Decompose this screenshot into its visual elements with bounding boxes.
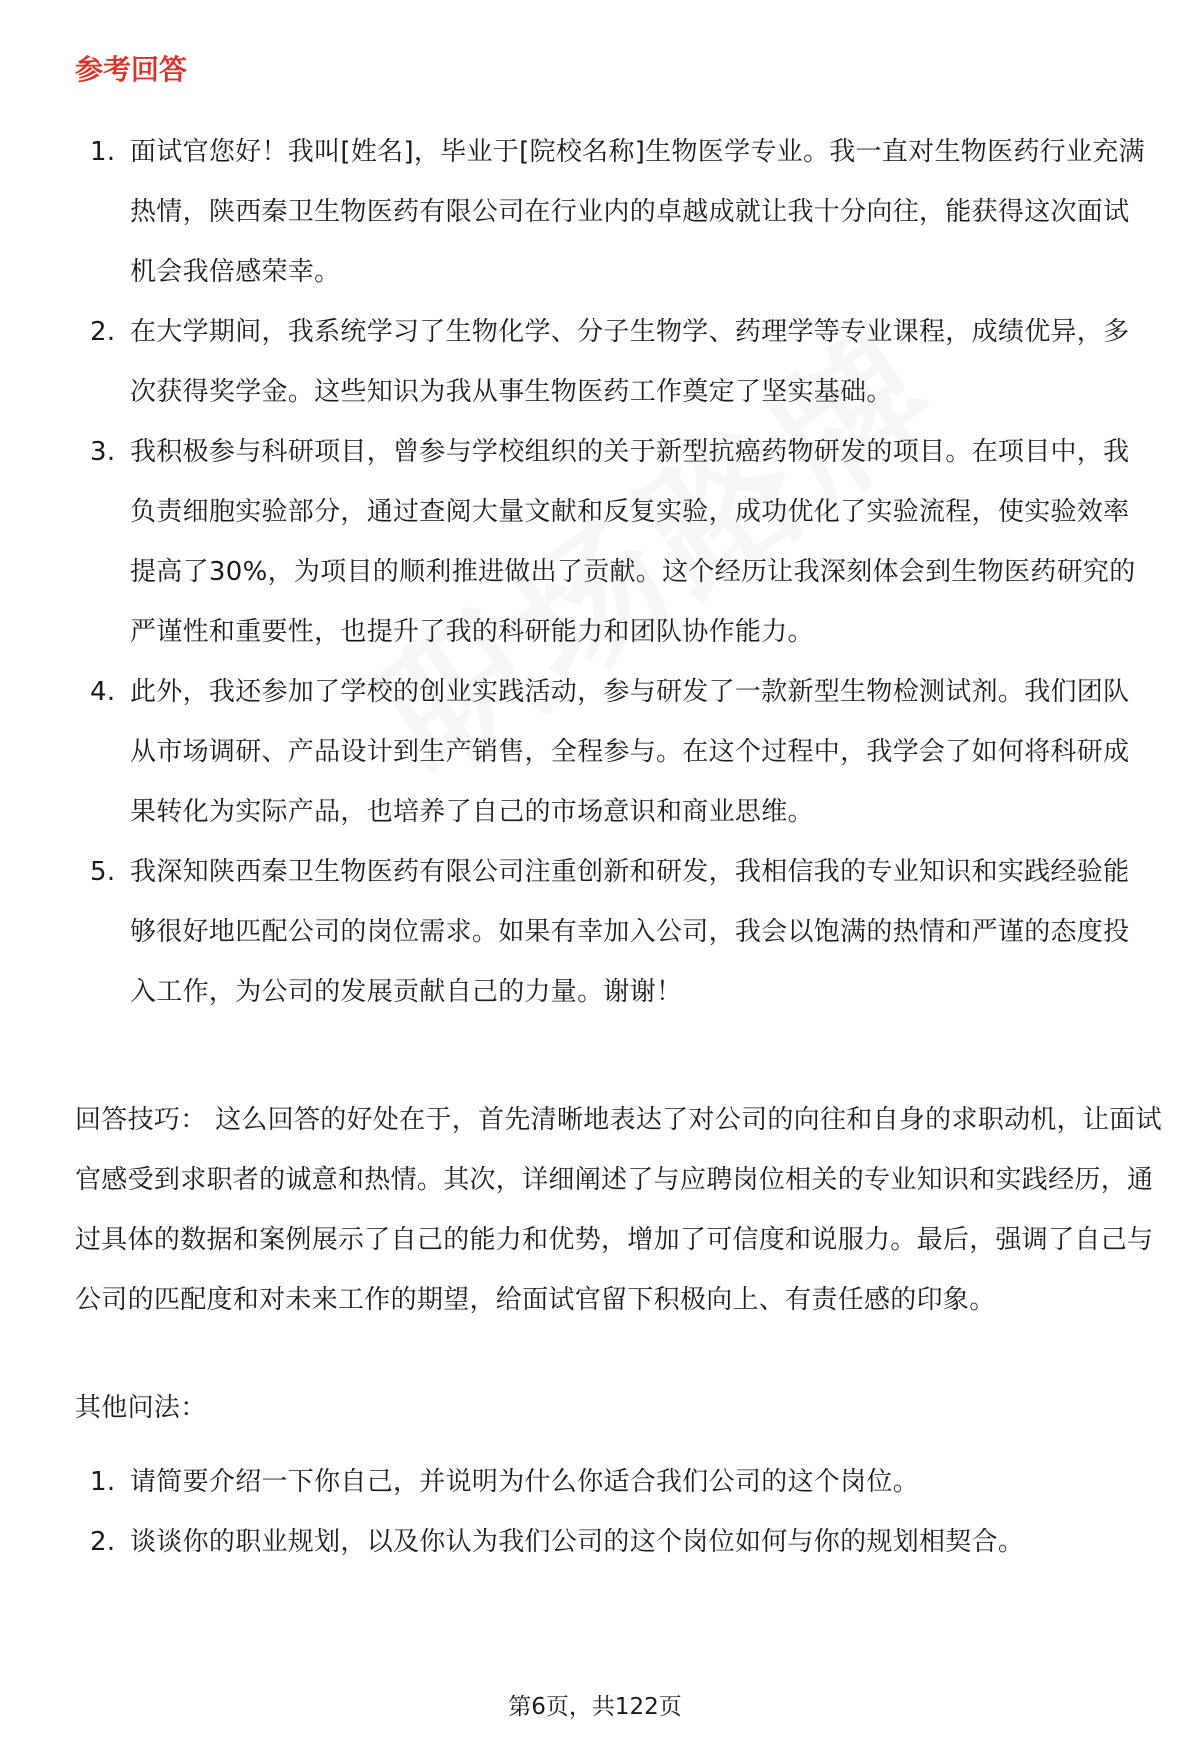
list-number: 1. bbox=[90, 137, 116, 167]
other-questions-heading: 其他问法： bbox=[75, 1393, 207, 1423]
list-item bbox=[75, 1452, 1155, 1512]
list-item bbox=[75, 302, 1155, 422]
list-item-text: 此外，我还参加了学校的创业实践活动，参与研发了一款新型生物检测试剂。我们团队从市场调研、产品设计到生产销售，全程参与。在这个过程中，我学会了如何将科研成果转化为实际产品，也培养了自己的市场意识和商业思维。 bbox=[130, 677, 1130, 827]
list-number: 2. bbox=[90, 317, 116, 347]
list-item-text: 我深知陕西秦卫生物医药有限公司注重创新和研发，我相信我的专业知识和实践经验能够很好地匹配公司的岗位需求。如果有幸加入公司，我会以饱满的热情和严谨的态度投入工作，为公司的发展贡献自己的力量。谢谢！ bbox=[130, 857, 1130, 1007]
list-number: 1. bbox=[90, 1467, 116, 1497]
list-item bbox=[75, 1512, 1155, 1572]
list-item bbox=[75, 842, 1155, 1022]
answer-list bbox=[75, 122, 1155, 1022]
list-item-text: 谈谈你的职业规划，以及你认为我们公司的这个岗位如何与你的规划相契合。 bbox=[130, 1527, 1025, 1557]
section-title: 参考回答 bbox=[75, 53, 188, 86]
list-number: 4. bbox=[90, 677, 116, 707]
list-item-text: 在大学期间，我系统学习了生物化学、分子生物学、药理学等专业课程，成绩优异，多次获得奖学金。这些知识为我从事生物医药工作奠定了坚实基础。 bbox=[130, 317, 1130, 407]
list-item bbox=[75, 122, 1155, 302]
list-item-text: 我积极参与科研项目，曾参与学校组织的关于新型抗癌药物研发的项目。在项目中，我负责细胞实验部分，通过查阅大量文献和反复实验，成功优化了实验流程，使实验效率提高了30%，为项目的顺利推进做出了贡献。这个经历让我深刻体会到生物医药研究的严谨性和重要性，也提升了我的科研能力和团队协作能力。 bbox=[130, 437, 1136, 647]
list-item bbox=[75, 422, 1155, 662]
list-number: 3. bbox=[90, 437, 116, 467]
page-number-footer: 第6页，共122页 bbox=[508, 1694, 682, 1720]
list-item-text: 面试官您好！我叫[姓名]，毕业于[院校名称]生物医学专业。我一直对生物医药行业充满热情，陕西秦卫生物医药有限公司在行业内的卓越成就让我十分向往，能获得这次面试机会我倍感荣幸。 bbox=[130, 137, 1145, 287]
answer-tips-paragraph: 回答技巧： 这么回答的好处在于，首先清晰地表达了对公司的向往和自身的求职动机，让面试官感受到求职者的诚意和热情。其次，详细阐述了与应聘岗位相关的专业知识和实践经历，通过具体的数据和案例展示了自己的能力和优势，增加了可信度和说服力。最后，强调了自己与公司的匹配度和对未来工作的期望，给面试官留下积极向上、有责任感的印象。 bbox=[75, 1105, 1162, 1315]
list-item-text: 请简要介绍一下你自己，并说明为什么你适合我们公司的这个岗位。 bbox=[130, 1467, 920, 1497]
list-number: 5. bbox=[90, 857, 116, 887]
list-item bbox=[75, 662, 1155, 842]
other-questions-list bbox=[75, 1452, 1155, 1572]
list-number: 2. bbox=[90, 1527, 116, 1557]
